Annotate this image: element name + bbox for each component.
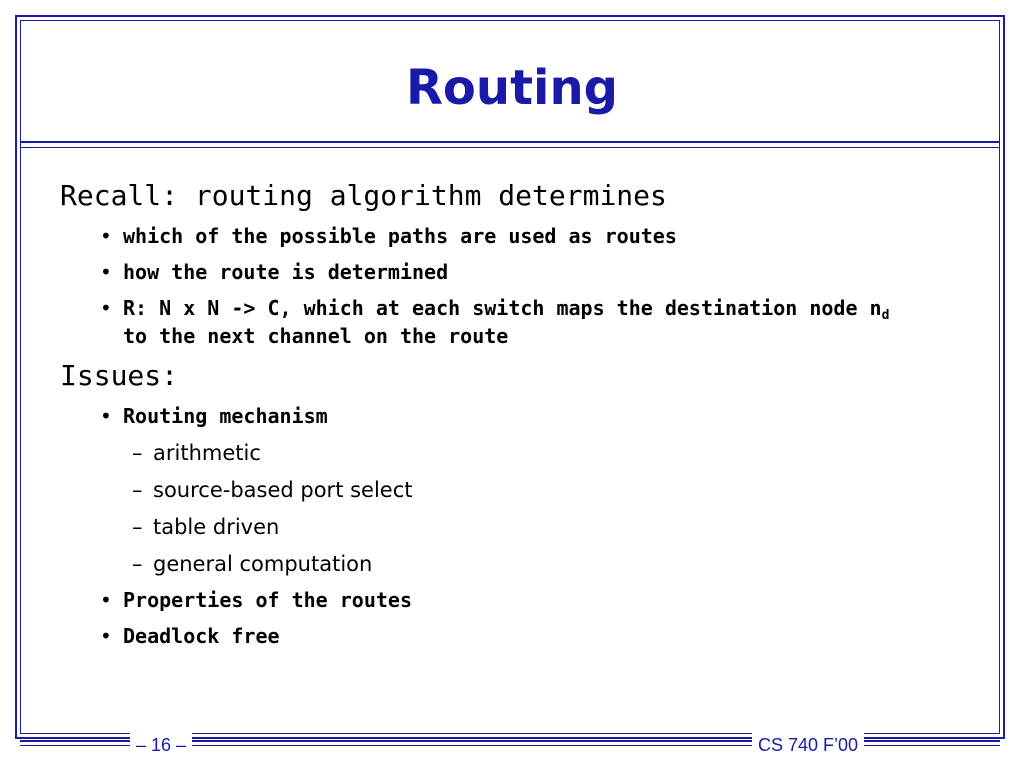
dash-icon: –: [132, 515, 143, 539]
bullet-item: [60, 222, 980, 250]
slide-body: [60, 178, 980, 650]
bullet-text: R: N x N -> C, which at each switch maps the destination node n: [123, 296, 882, 320]
bullet-icon: •: [100, 588, 112, 612]
bullet-icon: •: [100, 296, 112, 320]
sub-bullet-item: [60, 550, 980, 578]
sub-bullet-text: general computation: [153, 552, 373, 576]
subscript-d: d: [881, 308, 890, 323]
bullet-icon: •: [100, 224, 112, 248]
dash-icon: –: [132, 552, 143, 576]
sub-bullet-item: [60, 513, 980, 541]
bullet-item: [60, 258, 980, 286]
bullet-text: Deadlock free: [123, 624, 280, 648]
bullet-icon: •: [100, 624, 112, 648]
bullet-text: how the route is determined: [123, 260, 449, 284]
bullet-icon: •: [100, 260, 112, 284]
bullet-text: Properties of the routes: [123, 588, 412, 612]
bullet-item: [60, 622, 980, 650]
sub-bullet-text: table driven: [153, 515, 280, 539]
dash-icon: –: [132, 441, 143, 465]
bullet-item: [60, 586, 980, 614]
sub-bullet-item: [60, 439, 980, 467]
bullet-icon: •: [100, 404, 112, 428]
sub-bullet-item: [60, 476, 980, 504]
course-label: CS 740 F’00: [752, 733, 864, 757]
bullet-item: [60, 402, 980, 430]
dash-icon: –: [132, 478, 143, 502]
sub-bullet-text: arithmetic: [153, 441, 261, 465]
sub-bullet-text: source-based port select: [153, 478, 413, 502]
slide-title: Routing: [405, 60, 619, 116]
title-divider: [20, 141, 1000, 143]
title-divider-thin: [20, 147, 1000, 148]
section-heading-issues: Issues:: [60, 359, 179, 392]
page-number: – 16 –: [130, 733, 192, 757]
bullet-text: Routing mechanism: [123, 404, 328, 428]
section-heading-recall: Recall: routing algorithm determines: [60, 179, 667, 212]
bullet-item: [60, 294, 980, 350]
bullet-text: which of the possible paths are used as routes: [123, 224, 677, 248]
bullet-text-continued: to the next channel on the route: [123, 324, 509, 348]
